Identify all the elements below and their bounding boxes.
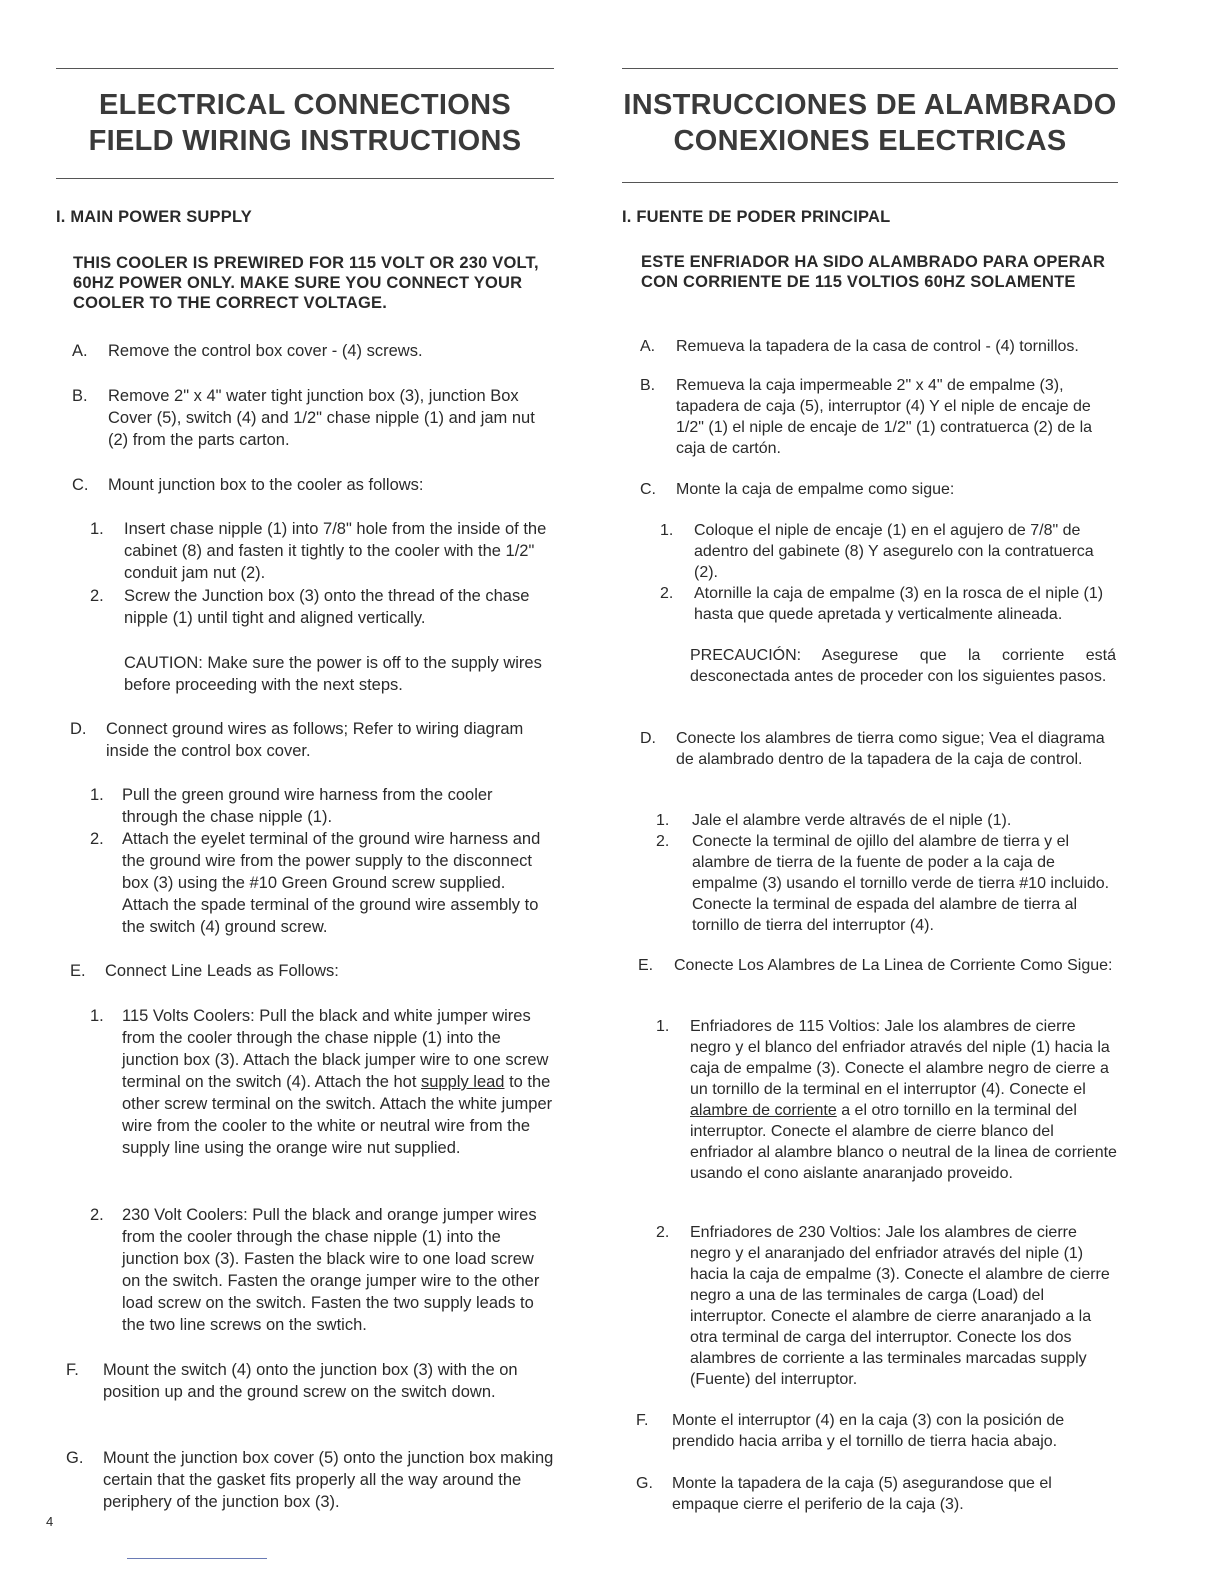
- step-c: C. Monte la caja de empalme como sigue:: [640, 481, 955, 498]
- top-rule: [622, 68, 1118, 69]
- step-c2: 2. Screw the Junction box (3) onto the thread of the chase nipple (1) until tight and aligned vertically.: [90, 587, 530, 627]
- step-c: C. Mount junction box to the cooler as follows:: [72, 476, 424, 494]
- step-e: E. Connect Line Leads as Follows:: [70, 962, 339, 980]
- title-line-2: CONEXIONES ELECTRICAS: [673, 125, 1067, 157]
- caution-note: CAUTION: Make sure the power is off to the supply wires before proceeding with the next steps.: [124, 654, 542, 694]
- step-d2: 2. Conecte la terminal de ojillo del alambre de tierra y el alambre de tierra de la fuente de poder a la caja de empalme (3) usando el tornillo verde de tierra #10 incluido. Conecte la terminal de espada del alambre de tierra al tornillo de tierra del interruptor (4).: [656, 833, 1110, 934]
- step-d: D. Conecte los alambres de tierra como sigue; Vea el diagrama de alambrado dentro de la tapadera de la caja de control.: [640, 730, 1105, 768]
- step-c1: 1. Insert chase nipple (1) into 7/8" hole from the inside of the cabinet (8) and fasten it tightly to the cooler with the 1/2" conduit jam nut (2).: [90, 520, 547, 582]
- page-number: 4: [46, 1514, 54, 1529]
- title-line-1: ELECTRICAL CONNECTIONS: [98, 89, 512, 121]
- step-c2: 2. Atornille la caja de empalme (3) en la rosca de el niple (1) hasta que quede apretada y verticalmente alineada.: [660, 585, 1104, 623]
- step-d1: 1. Jale el alambre verde altravés de el niple (1).: [656, 812, 1012, 829]
- underlined-term: alambre de corriente: [690, 1102, 837, 1119]
- bottom-divider: [127, 1558, 267, 1559]
- title-line-2: FIELD WIRING INSTRUCTIONS: [88, 125, 522, 157]
- voltage-warning: ESTE ENFRIADOR HA SIDO ALAMBRADO PARA OPERAR CON CORRIENTE DE 115 VOLTIOS 60HZ SOLAMENTE: [641, 253, 1106, 291]
- step-e: E. Conecte Los Alambres de La Linea de Corriente Como Sigue:: [638, 957, 1113, 974]
- title-underline: [56, 178, 554, 179]
- underlined-term: supply lead: [421, 1073, 505, 1091]
- voltage-warning: THIS COOLER IS PREWIRED FOR 115 VOLT OR 230 VOLT, 60HZ POWER ONLY. MAKE SURE YOU CONNECT YOUR COOLER TO THE CORRECT VOLTAGE.: [73, 254, 539, 312]
- step-e1: 1. 115 Volts Coolers: Pull the black and white jumper wires from the cooler through the chase nipple (1) into the junction box (3). Attach the black jumper wire to one screw terminal on the switch (4). Attach the hot supply lead to the other screw terminal on the switch. Attach the white jumper wire from the cooler to the white or neutral wire from the supply line using the orange wire nut supplied.: [90, 1007, 553, 1157]
- step-d: D. Connect ground wires as follows; Refer to wiring diagram inside the control box cover.: [70, 720, 524, 760]
- step-b: B. Remove 2" x 4" water tight junction box (3), junction Box Cover (5), switch (4) and 1/2" chase nipple (1) and jam nut (2) from the parts carton.: [72, 387, 535, 449]
- title-line-1: INSTRUCCIONES DE ALAMBRADO: [623, 89, 1117, 121]
- step-c1: 1. Coloque el niple de encaje (1) en el agujero de 7/8" de adentro del gabinete (8) Y asegurelo con la contratuerca (2).: [660, 522, 1094, 581]
- step-b: B. Remueva la caja impermeable 2" x 4" de empalme (3), tapadera de caja (5), interruptor (4) Y el niple de encaje de 1/2" (1) el niple de encaje de 1/2" (1) contratuerca (2) de la caja de cartón.: [640, 377, 1093, 457]
- step-a: A. Remove the control box cover - (4) screws.: [72, 342, 423, 360]
- step-d1: 1. Pull the green ground wire harness from the cooler through the chase nipple (1).: [90, 786, 493, 826]
- step-g: G. Mount the junction box cover (5) onto the junction box making certain that the gasket fits properly all the way around the periphery of the junction box (3).: [66, 1449, 554, 1511]
- section-heading: I. FUENTE DE PODER PRINCIPAL: [622, 208, 891, 226]
- title-underline: [622, 182, 1118, 183]
- top-rule: [56, 68, 554, 69]
- step-f: F. Mount the switch (4) onto the junction box (3) with the on position up and the ground screw on the switch down.: [66, 1361, 518, 1401]
- step-a: A. Remueva la tapadera de la casa de control - (4) tornillos.: [640, 338, 1079, 355]
- step-d2: 2. Attach the eyelet terminal of the ground wire harness and the ground wire from the power supply to the disconnect box (3) using the #10 Green Ground screw supplied. Attach the spade terminal of the ground wire assembly to the switch (4) ground screw.: [90, 830, 541, 936]
- step-e2: 2. 230 Volt Coolers: Pull the black and orange jumper wires from the cooler through the chase nipple (1) into the junction box (3). Fasten the black wire to one load screw on the switch. Fasten the orange jumper wire to the other load screw on the switch. Fasten the two supply leads to the two line screws on the swtich.: [90, 1206, 540, 1334]
- step-e1: 1. Enfriadores de 115 Voltios: Jale los alambres de cierre negro y el blanco del enfriador através del niple (1) hacia la caja de empalme (3). Conecte el alambre negro de cierre a un tornillo de la terminal en el interruptor (4). Conecte el alambre de corriente a el otro tornillo en la terminal del interruptor. Conecte el alambre de cierre blanco del enfriador al alambre blanco o neutral de la linea de corriente usando el cono aislante anaranjado proveido.: [656, 1018, 1117, 1182]
- section-heading: I. MAIN POWER SUPPLY: [56, 208, 252, 226]
- step-g: G. Monte la tapadera de la caja (5) asegurandose que el empaque cierre el periferio de la caja (3).: [636, 1475, 1052, 1513]
- caution-note: PRECAUCIÓN: Asegurese que la corriente está desconectada antes de proceder con los siguientes pasos.: [690, 647, 1116, 685]
- step-e2: 2. Enfriadores de 230 Voltios: Jale los alambres de cierre negro y el anaranjado del enfriador através del niple (1) hacia la caja de empalme (3). Conecte el alambre de cierre negro a una de las terminales de carga (Load) del interruptor. Conecte el alambre de cierre anaranjado a la otra terminal de carga del interruptor. Conecte los dos alambres de corriente a las terminales marcadas supply (Fuente) del interruptor.: [656, 1224, 1110, 1388]
- step-f: F. Monte el interruptor (4) en la caja (3) con la posición de prendido hacia arriba y el tornillo de tierra hacia abajo.: [636, 1412, 1065, 1450]
